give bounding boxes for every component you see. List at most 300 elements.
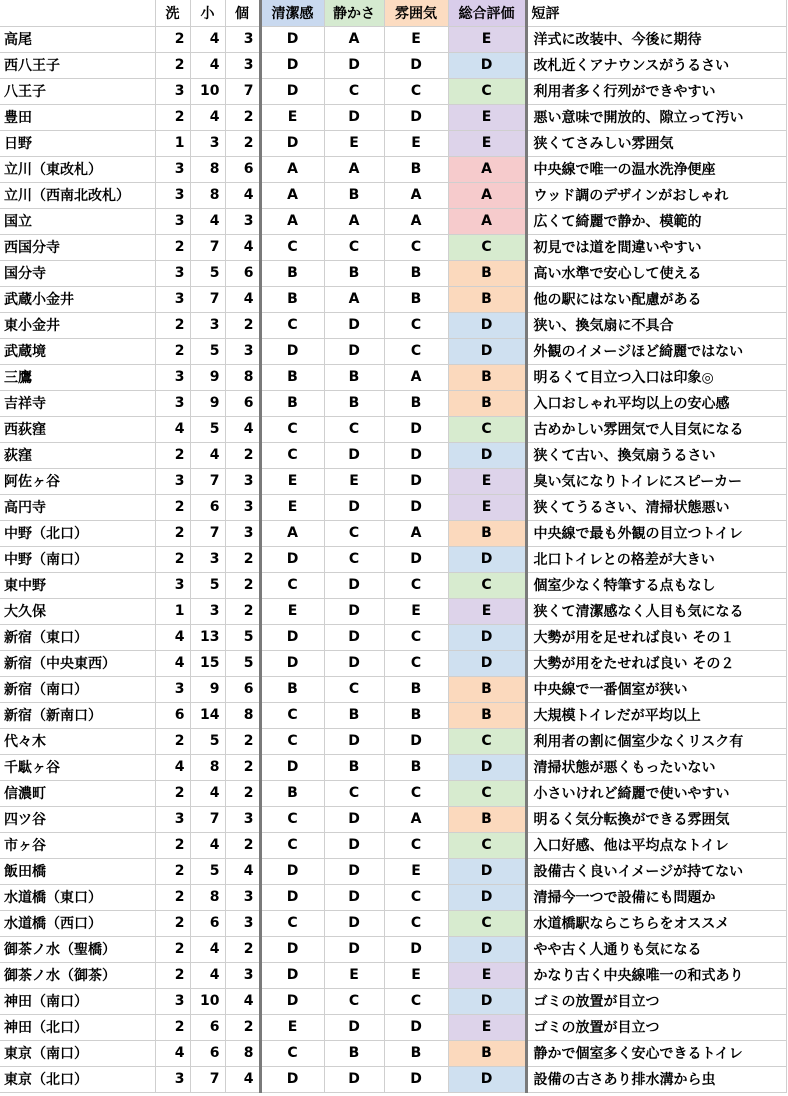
urinal-count-cell: 7	[190, 286, 225, 312]
wash-count-cell: 2	[155, 104, 190, 130]
quietness-grade-cell: D	[324, 858, 384, 884]
stall-count-cell: 2	[225, 832, 260, 858]
urinal-count-cell: 4	[190, 104, 225, 130]
cleanliness-grade-cell: A	[260, 520, 324, 546]
station-name-cell: 武蔵境	[0, 338, 155, 364]
station-name-cell: 吉祥寺	[0, 390, 155, 416]
overall-grade-cell: E	[448, 468, 526, 494]
station-name-cell: 東京（北口）	[0, 1066, 155, 1092]
atmosphere-grade-cell: A	[384, 182, 448, 208]
quietness-grade-cell: D	[324, 650, 384, 676]
urinal-count-cell: 5	[190, 338, 225, 364]
quietness-grade-cell: D	[324, 52, 384, 78]
station-name-cell: 西荻窪	[0, 416, 155, 442]
atmosphere-grade-cell: B	[384, 676, 448, 702]
quietness-grade-cell: C	[324, 988, 384, 1014]
comment-cell: 清掃状態が悪くもったいない	[526, 754, 786, 780]
urinal-count-cell: 3	[190, 598, 225, 624]
station-name-cell: 中野（北口）	[0, 520, 155, 546]
overall-grade-cell: D	[448, 1066, 526, 1092]
wash-count-cell: 2	[155, 546, 190, 572]
station-name-cell: 国立	[0, 208, 155, 234]
station-name-cell: 御茶ノ水（聖橋）	[0, 936, 155, 962]
atmosphere-grade-cell: D	[384, 1066, 448, 1092]
table-row	[0, 208, 786, 234]
urinal-count-cell: 14	[190, 702, 225, 728]
quietness-grade-cell: C	[324, 546, 384, 572]
cleanliness-grade-cell: C	[260, 728, 324, 754]
station-name-cell: 三鷹	[0, 364, 155, 390]
station-name-cell: 東中野	[0, 572, 155, 598]
table-row	[0, 390, 786, 416]
atmosphere-grade-cell: E	[384, 858, 448, 884]
overall-grade-cell: D	[448, 754, 526, 780]
table-row	[0, 130, 786, 156]
cleanliness-grade-cell: A	[260, 182, 324, 208]
table-row	[0, 754, 786, 780]
table-row	[0, 884, 786, 910]
comment-cell: 利用者多く行列ができやすい	[526, 78, 786, 104]
urinal-count-cell: 4	[190, 780, 225, 806]
urinal-count-cell: 10	[190, 78, 225, 104]
table-row	[0, 416, 786, 442]
cleanliness-grade-cell: D	[260, 884, 324, 910]
wash-count-cell: 2	[155, 962, 190, 988]
station-name-cell: 新宿（新南口）	[0, 702, 155, 728]
stall-count-cell: 2	[225, 754, 260, 780]
wash-count-cell: 4	[155, 1040, 190, 1066]
station-name-cell: 神田（南口）	[0, 988, 155, 1014]
urinal-count-cell: 6	[190, 494, 225, 520]
quietness-grade-cell: A	[324, 286, 384, 312]
comment-cell: 個室少なく特筆する点もなし	[526, 572, 786, 598]
wash-count-cell: 2	[155, 832, 190, 858]
wash-count-cell: 3	[155, 286, 190, 312]
wash-count-cell: 3	[155, 364, 190, 390]
comment-cell: 狭くてうるさい、清掃状態悪い	[526, 494, 786, 520]
overall-grade-cell: B	[448, 676, 526, 702]
table-row	[0, 468, 786, 494]
cleanliness-grade-cell: C	[260, 1040, 324, 1066]
comment-cell: 臭い気になりトイレにスピーカー	[526, 468, 786, 494]
comment-cell: かなり古く中央線唯一の和式あり	[526, 962, 786, 988]
quietness-grade-cell: B	[324, 182, 384, 208]
table-row	[0, 234, 786, 260]
wash-count-cell: 3	[155, 988, 190, 1014]
cleanliness-grade-cell: D	[260, 962, 324, 988]
atmosphere-grade-cell: C	[384, 650, 448, 676]
station-name-cell: 豊田	[0, 104, 155, 130]
atmosphere-grade-cell: C	[384, 988, 448, 1014]
quietness-grade-cell: A	[324, 208, 384, 234]
stall-count-cell: 3	[225, 806, 260, 832]
urinal-count-cell: 6	[190, 1014, 225, 1040]
overall-grade-cell: B	[448, 806, 526, 832]
atmosphere-grade-cell: D	[384, 52, 448, 78]
urinal-count-cell: 4	[190, 442, 225, 468]
quietness-grade-cell: D	[324, 832, 384, 858]
wash-count-cell: 3	[155, 806, 190, 832]
wash-count-cell: 3	[155, 468, 190, 494]
wash-count-cell: 2	[155, 858, 190, 884]
overall-grade-cell: E	[448, 598, 526, 624]
cleanliness-grade-cell: B	[260, 286, 324, 312]
overall-grade-cell: B	[448, 1040, 526, 1066]
header-atmosphere: 雰囲気	[384, 0, 448, 26]
cleanliness-grade-cell: A	[260, 156, 324, 182]
table-row	[0, 598, 786, 624]
table-row	[0, 728, 786, 754]
urinal-count-cell: 7	[190, 468, 225, 494]
stall-count-cell: 4	[225, 416, 260, 442]
comment-cell: ゴミの放置が目立つ	[526, 1014, 786, 1040]
cleanliness-grade-cell: D	[260, 936, 324, 962]
header-urinal: 小	[190, 0, 225, 26]
urinal-count-cell: 7	[190, 520, 225, 546]
urinal-count-cell: 4	[190, 962, 225, 988]
atmosphere-grade-cell: C	[384, 780, 448, 806]
stall-count-cell: 5	[225, 624, 260, 650]
overall-grade-cell: B	[448, 286, 526, 312]
comment-cell: ウッド調のデザインがおしゃれ	[526, 182, 786, 208]
quietness-grade-cell: B	[324, 390, 384, 416]
atmosphere-grade-cell: A	[384, 364, 448, 390]
cleanliness-grade-cell: C	[260, 312, 324, 338]
overall-grade-cell: B	[448, 390, 526, 416]
wash-count-cell: 4	[155, 624, 190, 650]
quietness-grade-cell: B	[324, 754, 384, 780]
atmosphere-grade-cell: A	[384, 520, 448, 546]
quietness-grade-cell: C	[324, 416, 384, 442]
table-row	[0, 988, 786, 1014]
atmosphere-grade-cell: D	[384, 936, 448, 962]
quietness-grade-cell: C	[324, 234, 384, 260]
atmosphere-grade-cell: C	[384, 624, 448, 650]
urinal-count-cell: 4	[190, 208, 225, 234]
wash-count-cell: 6	[155, 702, 190, 728]
overall-grade-cell: E	[448, 104, 526, 130]
station-name-cell: 高円寺	[0, 494, 155, 520]
wash-count-cell: 2	[155, 1014, 190, 1040]
atmosphere-grade-cell: D	[384, 442, 448, 468]
wash-count-cell: 3	[155, 390, 190, 416]
cleanliness-grade-cell: B	[260, 780, 324, 806]
stall-count-cell: 4	[225, 858, 260, 884]
atmosphere-grade-cell: B	[384, 390, 448, 416]
atmosphere-grade-cell: C	[384, 884, 448, 910]
stall-count-cell: 4	[225, 234, 260, 260]
cleanliness-grade-cell: C	[260, 234, 324, 260]
stall-count-cell: 6	[225, 390, 260, 416]
table-row	[0, 702, 786, 728]
stall-count-cell: 2	[225, 728, 260, 754]
atmosphere-grade-cell: C	[384, 78, 448, 104]
atmosphere-grade-cell: B	[384, 260, 448, 286]
cleanliness-grade-cell: D	[260, 988, 324, 1014]
urinal-count-cell: 13	[190, 624, 225, 650]
overall-grade-cell: D	[448, 650, 526, 676]
station-name-cell: 四ツ谷	[0, 806, 155, 832]
cleanliness-grade-cell: A	[260, 208, 324, 234]
table-row	[0, 338, 786, 364]
station-name-cell: 飯田橋	[0, 858, 155, 884]
comment-cell: 高い水準で安心して使える	[526, 260, 786, 286]
cleanliness-grade-cell: D	[260, 52, 324, 78]
table-row	[0, 676, 786, 702]
quietness-grade-cell: D	[324, 104, 384, 130]
station-name-cell: 国分寺	[0, 260, 155, 286]
cleanliness-grade-cell: E	[260, 494, 324, 520]
overall-grade-cell: B	[448, 520, 526, 546]
stall-count-cell: 2	[225, 546, 260, 572]
table-row	[0, 624, 786, 650]
stall-count-cell: 8	[225, 364, 260, 390]
comment-cell: 洋式に改装中、今後に期待	[526, 26, 786, 52]
header-row	[0, 0, 786, 26]
station-name-cell: 中野（南口）	[0, 546, 155, 572]
cleanliness-grade-cell: C	[260, 910, 324, 936]
station-name-cell: 市ヶ谷	[0, 832, 155, 858]
atmosphere-grade-cell: D	[384, 468, 448, 494]
stall-count-cell: 3	[225, 26, 260, 52]
atmosphere-grade-cell: E	[384, 130, 448, 156]
overall-grade-cell: D	[448, 624, 526, 650]
wash-count-cell: 3	[155, 182, 190, 208]
urinal-count-cell: 6	[190, 910, 225, 936]
overall-grade-cell: D	[448, 546, 526, 572]
urinal-count-cell: 9	[190, 390, 225, 416]
comment-cell: 大規模トイレだが平均以上	[526, 702, 786, 728]
atmosphere-grade-cell: B	[384, 156, 448, 182]
urinal-count-cell: 4	[190, 52, 225, 78]
atmosphere-grade-cell: B	[384, 702, 448, 728]
cleanliness-grade-cell: E	[260, 104, 324, 130]
stall-count-cell: 3	[225, 468, 260, 494]
wash-count-cell: 3	[155, 78, 190, 104]
cleanliness-grade-cell: B	[260, 390, 324, 416]
urinal-count-cell: 4	[190, 832, 225, 858]
station-name-cell: 水道橋（西口）	[0, 910, 155, 936]
cleanliness-grade-cell: E	[260, 1014, 324, 1040]
table-row	[0, 936, 786, 962]
comment-cell: 入口好感、他は平均点なトイレ	[526, 832, 786, 858]
table-row	[0, 1014, 786, 1040]
quietness-grade-cell: A	[324, 26, 384, 52]
quietness-grade-cell: C	[324, 780, 384, 806]
cleanliness-grade-cell: E	[260, 468, 324, 494]
stall-count-cell: 5	[225, 650, 260, 676]
stall-count-cell: 3	[225, 910, 260, 936]
header-wash: 洗	[155, 0, 190, 26]
overall-grade-cell: A	[448, 156, 526, 182]
station-name-cell: 東小金井	[0, 312, 155, 338]
quietness-grade-cell: D	[324, 728, 384, 754]
comment-cell: 設備古く良いイメージが持てない	[526, 858, 786, 884]
overall-grade-cell: C	[448, 572, 526, 598]
wash-count-cell: 3	[155, 572, 190, 598]
comment-cell: 狭い、換気扇に不具合	[526, 312, 786, 338]
wash-count-cell: 2	[155, 910, 190, 936]
atmosphere-grade-cell: A	[384, 806, 448, 832]
stall-count-cell: 2	[225, 780, 260, 806]
quietness-grade-cell: D	[324, 806, 384, 832]
quietness-grade-cell: C	[324, 520, 384, 546]
overall-grade-cell: A	[448, 182, 526, 208]
stall-count-cell: 8	[225, 702, 260, 728]
table-row	[0, 520, 786, 546]
station-name-cell: 西八王子	[0, 52, 155, 78]
overall-grade-cell: E	[448, 962, 526, 988]
stall-count-cell: 7	[225, 78, 260, 104]
comment-cell: 設備の古さあり排水溝から虫	[526, 1066, 786, 1092]
quietness-grade-cell: B	[324, 260, 384, 286]
wash-count-cell: 1	[155, 598, 190, 624]
overall-grade-cell: B	[448, 260, 526, 286]
station-name-cell: 立川（東改札）	[0, 156, 155, 182]
comment-cell: 入口おしゃれ平均以上の安心感	[526, 390, 786, 416]
atmosphere-grade-cell: C	[384, 910, 448, 936]
cleanliness-grade-cell: C	[260, 832, 324, 858]
station-name-cell: 新宿（中央東西）	[0, 650, 155, 676]
table-row	[0, 1066, 786, 1092]
wash-count-cell: 3	[155, 676, 190, 702]
stall-count-cell: 3	[225, 494, 260, 520]
cleanliness-grade-cell: C	[260, 702, 324, 728]
atmosphere-grade-cell: E	[384, 598, 448, 624]
stall-count-cell: 6	[225, 156, 260, 182]
urinal-count-cell: 9	[190, 676, 225, 702]
quietness-grade-cell: D	[324, 936, 384, 962]
table-row	[0, 26, 786, 52]
urinal-count-cell: 8	[190, 182, 225, 208]
overall-grade-cell: D	[448, 936, 526, 962]
cleanliness-grade-cell: D	[260, 78, 324, 104]
overall-grade-cell: B	[448, 364, 526, 390]
station-name-cell: 代々木	[0, 728, 155, 754]
station-name-cell: 東京（南口）	[0, 1040, 155, 1066]
stall-count-cell: 2	[225, 442, 260, 468]
atmosphere-grade-cell: B	[384, 286, 448, 312]
atmosphere-grade-cell: D	[384, 416, 448, 442]
table-row	[0, 286, 786, 312]
comment-cell: 小さいけれど綺麗で使いやすい	[526, 780, 786, 806]
urinal-count-cell: 9	[190, 364, 225, 390]
comment-cell: 明るくて目立つ入口は印象◎	[526, 364, 786, 390]
atmosphere-grade-cell: D	[384, 1014, 448, 1040]
wash-count-cell: 4	[155, 416, 190, 442]
station-name-cell: 千駄ヶ谷	[0, 754, 155, 780]
atmosphere-grade-cell: D	[384, 104, 448, 130]
urinal-count-cell: 10	[190, 988, 225, 1014]
table-row	[0, 806, 786, 832]
station-name-cell: 西国分寺	[0, 234, 155, 260]
overall-grade-cell: C	[448, 728, 526, 754]
quietness-grade-cell: B	[324, 702, 384, 728]
comment-cell: 狭くて清潔感なく人目も気になる	[526, 598, 786, 624]
wash-count-cell: 3	[155, 156, 190, 182]
cleanliness-grade-cell: D	[260, 130, 324, 156]
table-row	[0, 182, 786, 208]
comment-cell: 狭くて古い、換気扇うるさい	[526, 442, 786, 468]
atmosphere-grade-cell: D	[384, 546, 448, 572]
quietness-grade-cell: B	[324, 1040, 384, 1066]
comment-cell: 大勢が用をたせれば良い その２	[526, 650, 786, 676]
comment-cell: 改札近くアナウンスがうるさい	[526, 52, 786, 78]
wash-count-cell: 2	[155, 26, 190, 52]
stall-count-cell: 2	[225, 598, 260, 624]
quietness-grade-cell: E	[324, 468, 384, 494]
header-stall: 個	[225, 0, 260, 26]
quietness-grade-cell: D	[324, 494, 384, 520]
comment-cell: ゴミの放置が目立つ	[526, 988, 786, 1014]
comment-cell: 他の駅にはない配慮がある	[526, 286, 786, 312]
urinal-count-cell: 4	[190, 26, 225, 52]
comment-cell: 初見では道を間違いやすい	[526, 234, 786, 260]
table-body	[0, 26, 786, 1092]
station-name-cell: 信濃町	[0, 780, 155, 806]
stall-count-cell: 2	[225, 130, 260, 156]
cleanliness-grade-cell: D	[260, 624, 324, 650]
wash-count-cell: 2	[155, 52, 190, 78]
stall-count-cell: 2	[225, 104, 260, 130]
wash-count-cell: 4	[155, 754, 190, 780]
table-row	[0, 312, 786, 338]
header-quietness: 静かさ	[324, 0, 384, 26]
overall-grade-cell: D	[448, 52, 526, 78]
urinal-count-cell: 3	[190, 546, 225, 572]
cleanliness-grade-cell: D	[260, 754, 324, 780]
stall-count-cell: 3	[225, 884, 260, 910]
cleanliness-grade-cell: B	[260, 260, 324, 286]
urinal-count-cell: 5	[190, 416, 225, 442]
table-row	[0, 546, 786, 572]
station-name-cell: 新宿（南口）	[0, 676, 155, 702]
cleanliness-grade-cell: B	[260, 364, 324, 390]
wash-count-cell: 3	[155, 1066, 190, 1092]
overall-grade-cell: A	[448, 208, 526, 234]
station-name-cell: 神田（北口）	[0, 1014, 155, 1040]
atmosphere-grade-cell: C	[384, 312, 448, 338]
comment-cell: やや古く人通りも気になる	[526, 936, 786, 962]
table-row	[0, 442, 786, 468]
wash-count-cell: 4	[155, 650, 190, 676]
overall-grade-cell: D	[448, 442, 526, 468]
wash-count-cell: 2	[155, 442, 190, 468]
table-row	[0, 962, 786, 988]
comment-cell: 広くて綺麗で静か、模範的	[526, 208, 786, 234]
stall-count-cell: 2	[225, 936, 260, 962]
table-row	[0, 1040, 786, 1066]
overall-grade-cell: D	[448, 312, 526, 338]
urinal-count-cell: 8	[190, 754, 225, 780]
cleanliness-grade-cell: D	[260, 546, 324, 572]
table-row	[0, 572, 786, 598]
comment-cell: 狭くてさみしい雰囲気	[526, 130, 786, 156]
overall-grade-cell: C	[448, 78, 526, 104]
cleanliness-grade-cell: D	[260, 858, 324, 884]
table-row	[0, 364, 786, 390]
atmosphere-grade-cell: A	[384, 208, 448, 234]
overall-grade-cell: E	[448, 494, 526, 520]
station-name-cell: 立川（西南北改札）	[0, 182, 155, 208]
stall-count-cell: 6	[225, 676, 260, 702]
quietness-grade-cell: D	[324, 910, 384, 936]
wash-count-cell: 3	[155, 208, 190, 234]
table-row	[0, 78, 786, 104]
comment-cell: 悪い意味で開放的、隙立って汚い	[526, 104, 786, 130]
quietness-grade-cell: D	[324, 572, 384, 598]
quietness-grade-cell: D	[324, 312, 384, 338]
